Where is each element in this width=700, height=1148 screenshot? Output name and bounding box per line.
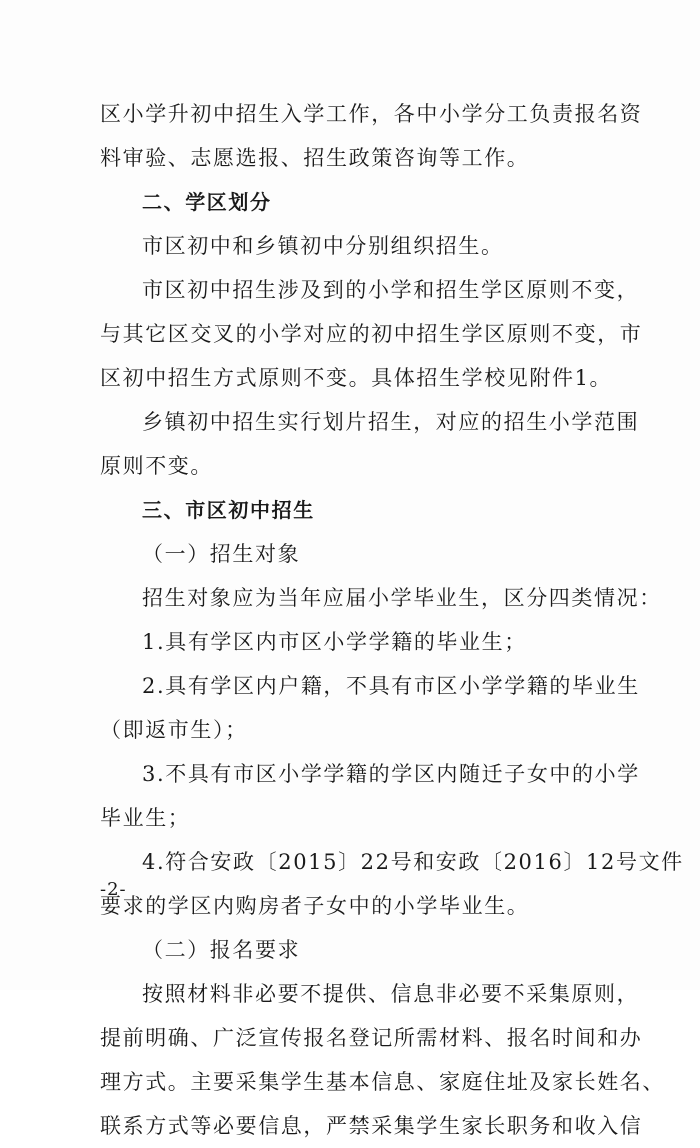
text-line: 联系方式等必要信息，严禁采集学生家长职务和收入信 <box>100 1114 643 1138</box>
text-line: 乡镇初中招生实行划片招生，对应的招生小学范围 <box>142 410 640 434</box>
text-line: 1.具有学区内市区小学学籍的毕业生； <box>142 630 527 654</box>
text-line: 4.符合安政〔2015〕22号和安政〔2016〕12号文件 <box>142 850 684 874</box>
text-line: 市区初中招生涉及到的小学和招生学区原则不变， <box>142 278 640 302</box>
text-line: （即返市生）； <box>100 718 248 742</box>
text-line: 招生对象应为当年应届小学毕业生，区分四类情况： <box>142 586 662 610</box>
text-line: 市区初中和乡镇初中分别组织招生。 <box>142 234 504 258</box>
text-line: 料审验、志愿选报、招生政策咨询等工作。 <box>100 146 530 170</box>
subsection-heading: （二）报名要求 <box>142 938 301 962</box>
text-line: 与其它区交叉的小学对应的初中招生学区原则不变，市 <box>100 322 643 346</box>
text-line: 按照材料非必要不提供、信息非必要不采集原则， <box>142 982 640 1006</box>
text-line: 2.具有学区内户籍，不具有市区小学学籍的毕业生 <box>142 674 640 698</box>
text-line: 区小学升初中招生入学工作，各中小学分工负责报名资 <box>100 102 643 126</box>
text-line: 理方式。主要采集学生基本信息、家庭住址及家长姓名、 <box>100 1070 665 1094</box>
text-line: 提前明确、广泛宣传报名登记所需材料、报名时间和办 <box>100 1026 643 1050</box>
text-line: 毕业生； <box>100 806 191 830</box>
text-line: 区初中招生方式原则不变。具体招生学校见附件1。 <box>100 366 613 390</box>
section-heading: 二、学区划分 <box>142 190 272 214</box>
text-line: 要求的学区内购房者子女中的小学毕业生。 <box>100 894 530 918</box>
page-number: -2- <box>100 879 127 900</box>
text-line: 原则不变。 <box>100 454 213 478</box>
section-heading: 三、市区初中招生 <box>142 498 315 522</box>
subsection-heading: （一）招生对象 <box>142 542 301 566</box>
text-line: 3.不具有市区小学学籍的学区内随迁子女中的小学 <box>142 762 640 786</box>
